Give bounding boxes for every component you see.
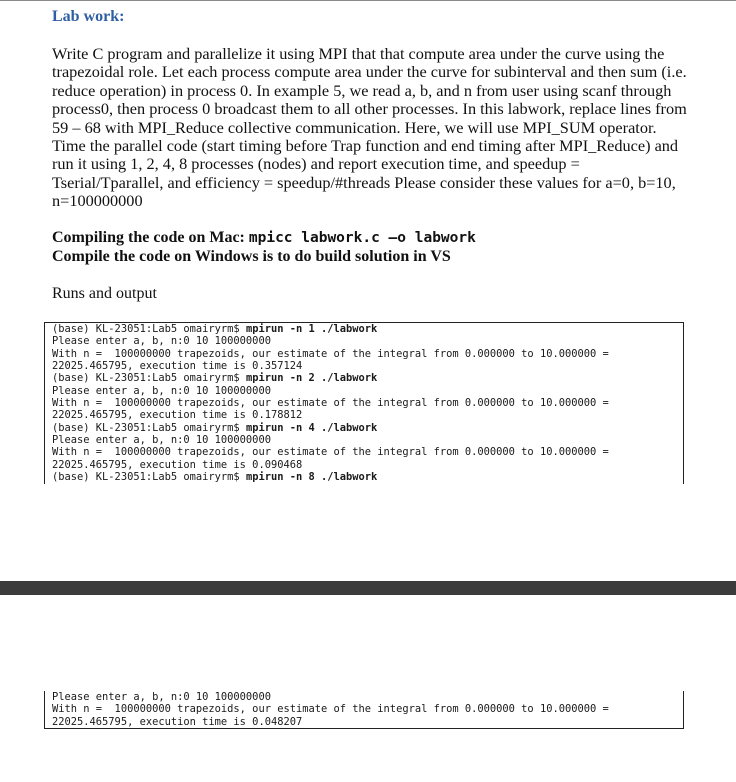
paragraph-line: Tserial/Tparallel, and efficiency = speedup/#threads Please consider these values for a=0, b=10,	[52, 172, 676, 192]
terminal-line	[52, 323, 683, 335]
paragraph-line: Write C program and parallelize it using MPI that that compute area under the curve using the	[52, 44, 665, 63]
terminal-line: 22025.465795, execution time is 0.090468	[52, 458, 303, 471]
paragraph-line: trapezoidal role. Let each process compute area under the curve for subinterval and then sum (i.e.	[52, 62, 687, 82]
terminal-output-1	[44, 322, 684, 484]
terminal-output-2	[44, 691, 684, 729]
paragraph-line: 59 – 68 with MPI_Reduce collective communication. Here, we will use MPI_SUM operator.	[52, 117, 657, 137]
terminal-line	[52, 422, 683, 434]
paragraph-line: n=100000000	[52, 191, 143, 211]
compile-mac-command: mpicc labwork.c –o labwork	[248, 230, 476, 246]
shell-command: mpirun -n 2 ./labwork	[245, 372, 378, 385]
terminal-line: 22025.465795, execution time is 0.357124	[52, 360, 303, 373]
page-break-bar	[0, 581, 736, 595]
shell-prompt: (base) KL-23051:Lab5 omairyrm$	[52, 421, 246, 434]
terminal-line	[52, 372, 683, 384]
instructions-paragraph	[52, 45, 692, 211]
terminal-line	[52, 471, 683, 483]
terminal-line: Please enter a, b, n:0 10 100000000	[52, 335, 271, 348]
terminal-line: Please enter a, b, n:0 10 100000000	[52, 434, 271, 447]
compile-mac-line	[52, 229, 692, 248]
compile-mac-label: Compiling the code on Mac:	[52, 229, 249, 246]
terminal-line: Please enter a, b, n:0 10 100000000	[52, 384, 271, 397]
compile-windows-line: Compile the code on Windows is to do build solution in VS	[52, 247, 451, 265]
shell-prompt: (base) KL-23051:Lab5 omairyrm$	[52, 471, 246, 484]
terminal-line: With n = 100000000 trapezoids, our estimate of the integral from 0.000000 to 10.000000 =	[52, 397, 609, 410]
paragraph-line: run it using 1, 2, 4, 8 processes (nodes) and report execution time, and speedup =	[52, 154, 580, 174]
terminal-line: Please enter a, b, n:0 10 100000000	[52, 691, 271, 703]
shell-command: mpirun -n 4 ./labwork	[245, 421, 378, 434]
terminal-line: 22025.465795, execution time is 0.178812	[52, 409, 303, 422]
shell-command: mpirun -n 1 ./labwork	[245, 323, 378, 335]
terminal-line: 22025.465795, execution time is 0.048207	[52, 715, 303, 728]
shell-command: mpirun -n 8 ./labwork	[245, 471, 378, 484]
paragraph-line: process0, then process 0 broadcast them to all other processes. In this labwork, replace lines from	[52, 99, 687, 119]
paragraph-line: reduce operation) in process 0. In example 5, we read a, b, and n from user using scanf through	[52, 80, 672, 100]
lab-work-heading: Lab work:	[52, 8, 125, 25]
compile-instructions	[52, 229, 692, 266]
terminal-line: With n = 100000000 trapezoids, our estimate of the integral from 0.000000 to 10.000000 =	[52, 347, 609, 360]
terminal-line: With n = 100000000 trapezoids, our estimate of the integral from 0.000000 to 10.000000 =	[52, 446, 609, 459]
shell-prompt: (base) KL-23051:Lab5 omairyrm$	[52, 372, 246, 385]
terminal-line: With n = 100000000 trapezoids, our estimate of the integral from 0.000000 to 10.000000 =	[52, 703, 609, 716]
runs-heading: Runs and output	[52, 285, 157, 302]
shell-prompt: (base) KL-23051:Lab5 omairyrm$	[52, 323, 246, 335]
paragraph-line: Time the parallel code (start timing before Trap function and end timing after MPI_Reduce) and	[52, 136, 679, 156]
